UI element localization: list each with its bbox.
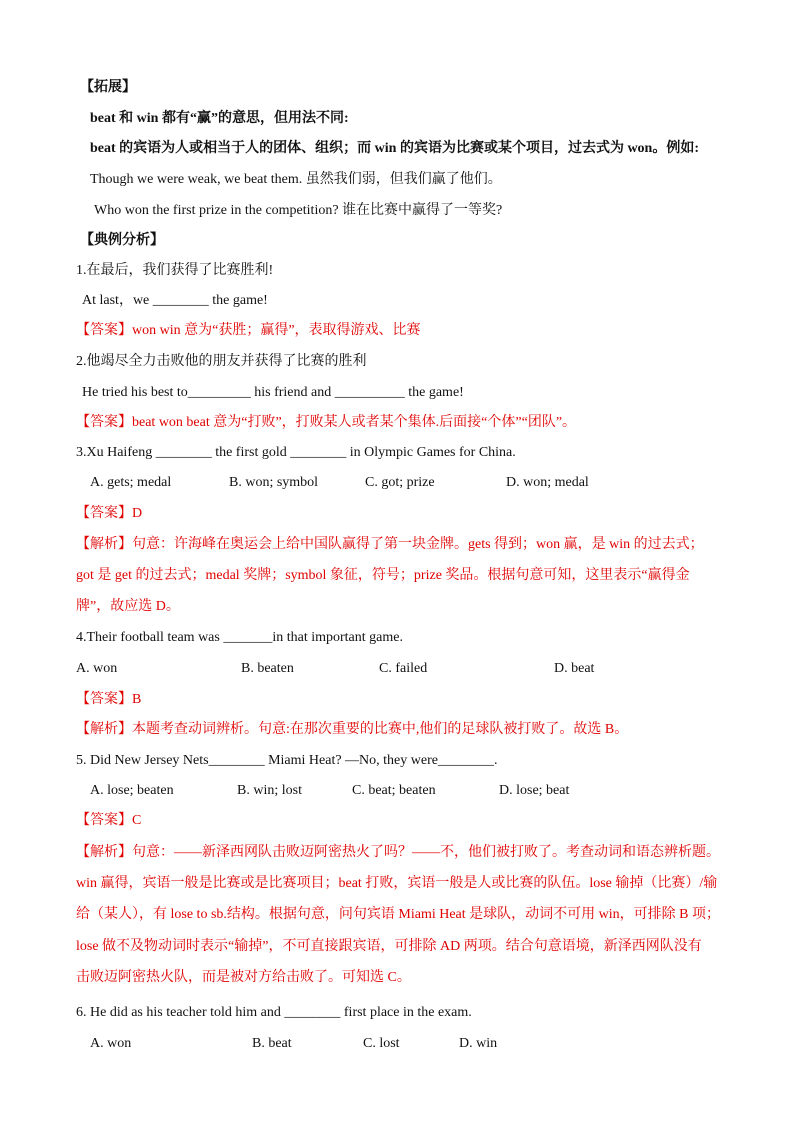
- q4-options: [76, 659, 760, 679]
- q3-answer: 【答案】D: [76, 506, 143, 521]
- q4-option-a: A. won: [76, 661, 118, 676]
- q3-analysis-line-2: got 是 get 的过去式；medal 奖牌；symbol 象征，符号；prize 奖品。根据句意可知，这里表示“赢得金: [76, 568, 690, 583]
- q3-option-a: A. gets; medal: [90, 475, 172, 490]
- q5-analysis-line-1: 【解析】句意：——新泽西网队击败迈阿密热火了吗？——不，他们被打败了。考查动词和语态辨析题。: [76, 845, 720, 860]
- expansion-rule-1: beat 和 win 都有“赢”的意思，但用法不同:: [90, 111, 349, 126]
- q6-options: [76, 1034, 760, 1054]
- q4-option-c: C. failed: [379, 661, 428, 676]
- q3-option-d: D. won; medal: [506, 475, 589, 490]
- q5-option-d: D. lose; beat: [499, 783, 570, 798]
- q1-stem: 1.在最后，我们获得了比赛胜利!: [76, 263, 274, 278]
- q5-option-c: C. beat; beaten: [352, 783, 436, 798]
- q3-options: [76, 473, 760, 493]
- expansion-example-2: Who won the first prize in the competition? 谁在比赛中赢得了一等奖?: [94, 203, 503, 218]
- q5-option-b: B. win; lost: [237, 783, 302, 798]
- q4-stem: 4.Their football team was _______in that important game.: [76, 630, 403, 645]
- q4-analysis: 【解析】本题考查动词辨析。句意:在那次重要的比赛中,他们的足球队被打败了。故选 B。: [76, 722, 629, 737]
- q6-option-d: D. win: [459, 1036, 498, 1051]
- q5-analysis-line-3: 给（某人），有 lose to sb.结构。根据句意，问句宾语 Miami Heat 是球队，动词不可用 win，可排除 B 项；: [76, 907, 720, 922]
- q3-option-b: B. won; symbol: [229, 475, 319, 490]
- q5-analysis-line-4: lose 做不及物动词时表示“输掉”，不可直接跟宾语，可排除 AD 两项。结合句意语境，新泽西网队没有: [76, 939, 702, 954]
- expansion-heading: 【拓展】: [80, 80, 136, 95]
- q5-analysis-line-5: 击败迈阿密热火队，而是被对方给击败了。可知选 C。: [76, 970, 411, 985]
- expansion-example-1: Though we were weak, we beat them. 虽然我们弱，但我们赢了他们。: [90, 172, 502, 187]
- q5-option-a: A. lose; beaten: [90, 783, 174, 798]
- q4-answer: 【答案】B: [76, 692, 142, 707]
- q6-stem: 6. He did as his teacher told him and ________ first place in the exam.: [76, 1005, 472, 1020]
- q2-stem: 2.他竭尽全力击败他的朋友并获得了比赛的胜利: [76, 354, 367, 369]
- q5-answer: 【答案】C: [76, 813, 142, 828]
- q6-option-b: B. beat: [252, 1036, 292, 1051]
- q3-option-c: C. got; prize: [365, 475, 435, 490]
- q5-analysis-line-2: win 赢得，宾语一般是比赛或是比赛项目；beat 打败，宾语一般是人或比赛的队伍。lose 输掉（比赛）/输: [76, 876, 718, 891]
- q1-sentence: At last，we ________ the game!: [82, 293, 268, 308]
- expansion-rule-2: beat 的宾语为人或相当于人的团体、组织；而 win 的宾语为比赛或某个项目，过去式为 won。例如:: [90, 141, 700, 156]
- q5-options: [76, 781, 760, 801]
- q3-analysis-line-3: 牌”，故应选 D。: [76, 599, 180, 614]
- q1-answer: 【答案】won win 意为“获胜；赢得”，表取得游戏、比赛: [76, 323, 421, 338]
- q2-answer: 【答案】beat won beat 意为“打败”，打败某人或者某个集体.后面接“个体”“团队”。: [76, 415, 577, 430]
- q6-option-c: C. lost: [363, 1036, 400, 1051]
- q3-stem: 3.Xu Haifeng ________ the first gold ________ in Olympic Games for China.: [76, 445, 516, 460]
- q4-option-d: D. beat: [554, 661, 595, 676]
- q5-stem: 5. Did New Jersey Nets________ Miami Heat? —No, they were________.: [76, 753, 498, 768]
- q3-analysis-line-1: 【解析】句意：许海峰在奥运会上给中国队赢得了第一块金牌。gets 得到；won 赢，是 win 的过去式；: [76, 537, 704, 552]
- q6-option-a: A. won: [90, 1036, 132, 1051]
- q2-sentence: He tried his best to_________ his friend and __________ the game!: [82, 385, 464, 400]
- analysis-heading: 【典例分析】: [80, 233, 164, 248]
- q4-option-b: B. beaten: [241, 661, 294, 676]
